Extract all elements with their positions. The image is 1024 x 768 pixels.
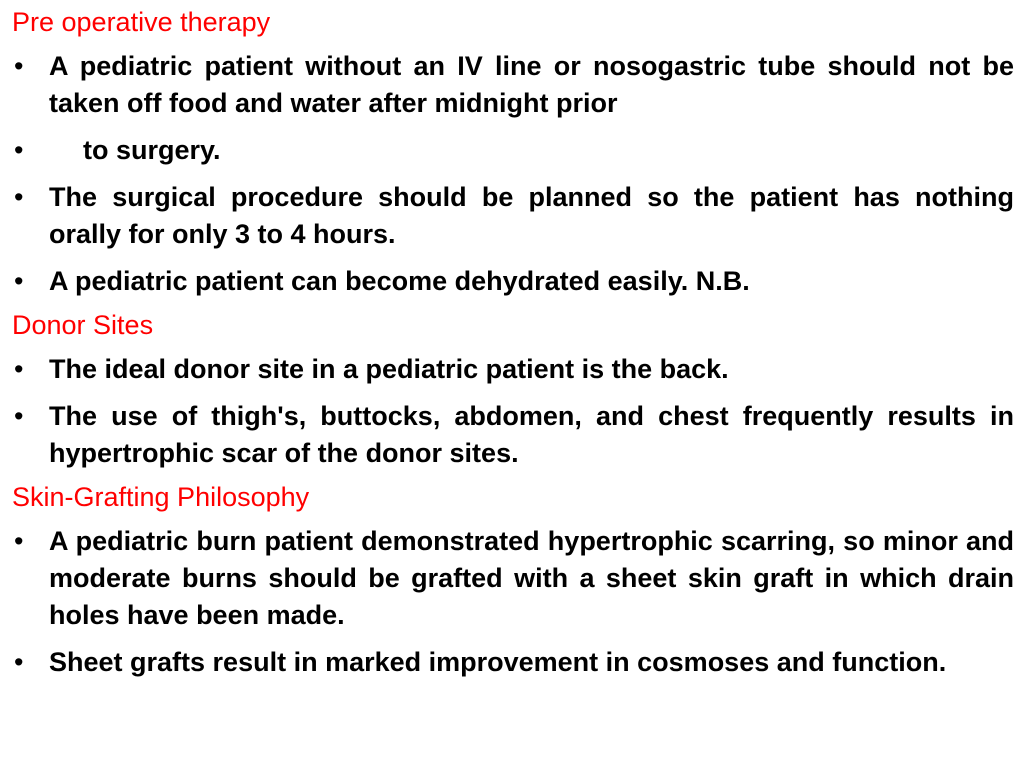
section-heading-donor-sites: Donor Sites xyxy=(12,310,154,340)
bullet-text: A pediatric burn patient demonstrated hypertrophic scarring, so minor and moderate burns should be grafted with a sheet skin graft in which drain holes have been made. xyxy=(49,526,1014,630)
bullet-item xyxy=(12,132,1014,169)
bullet-icon: • xyxy=(14,526,24,556)
section-heading-pre-operative-therapy: Pre operative therapy xyxy=(12,7,271,37)
bullet-text: A pediatric patient can become dehydrated easily. N.B. xyxy=(49,266,750,296)
bullet-text: Sheet grafts result in marked improvement in cosmoses and function. xyxy=(49,647,947,677)
bullet-item xyxy=(12,179,1014,253)
bullet-text: The surgical procedure should be planned so the patient has nothing orally for only 3 to 4 hours. xyxy=(49,182,1014,249)
bullet-item xyxy=(12,263,1014,300)
bullet-icon: • xyxy=(14,647,24,677)
bullet-list-pre-operative xyxy=(12,48,1014,300)
bullet-item xyxy=(12,398,1014,472)
bullet-item xyxy=(12,644,1014,681)
bullet-item xyxy=(12,523,1014,634)
bullet-text: A pediatric patient without an IV line or nosogastric tube should not be taken off food and water after midnight prior xyxy=(49,51,1014,118)
bullet-icon: • xyxy=(14,401,24,431)
bullet-text: The ideal donor site in a pediatric patient is the back. xyxy=(49,354,729,384)
slide xyxy=(12,4,1014,764)
bullet-text: to surgery. xyxy=(83,135,221,165)
bullet-icon: • xyxy=(14,354,24,384)
bullet-icon: • xyxy=(14,182,24,212)
bullet-icon: • xyxy=(14,135,24,165)
bullet-icon: • xyxy=(14,266,24,296)
section-heading-skin-grafting-philosophy: Skin-Grafting Philosophy xyxy=(12,482,310,512)
bullet-item xyxy=(12,351,1014,388)
bullet-text: The use of thigh's, buttocks, abdomen, and chest frequently results in hypertrophic scar of the donor sites. xyxy=(49,401,1014,468)
bullet-icon: • xyxy=(14,51,24,81)
bullet-list-skin-grafting xyxy=(12,523,1014,681)
bullet-list-donor-sites xyxy=(12,351,1014,472)
bullet-item xyxy=(12,48,1014,122)
